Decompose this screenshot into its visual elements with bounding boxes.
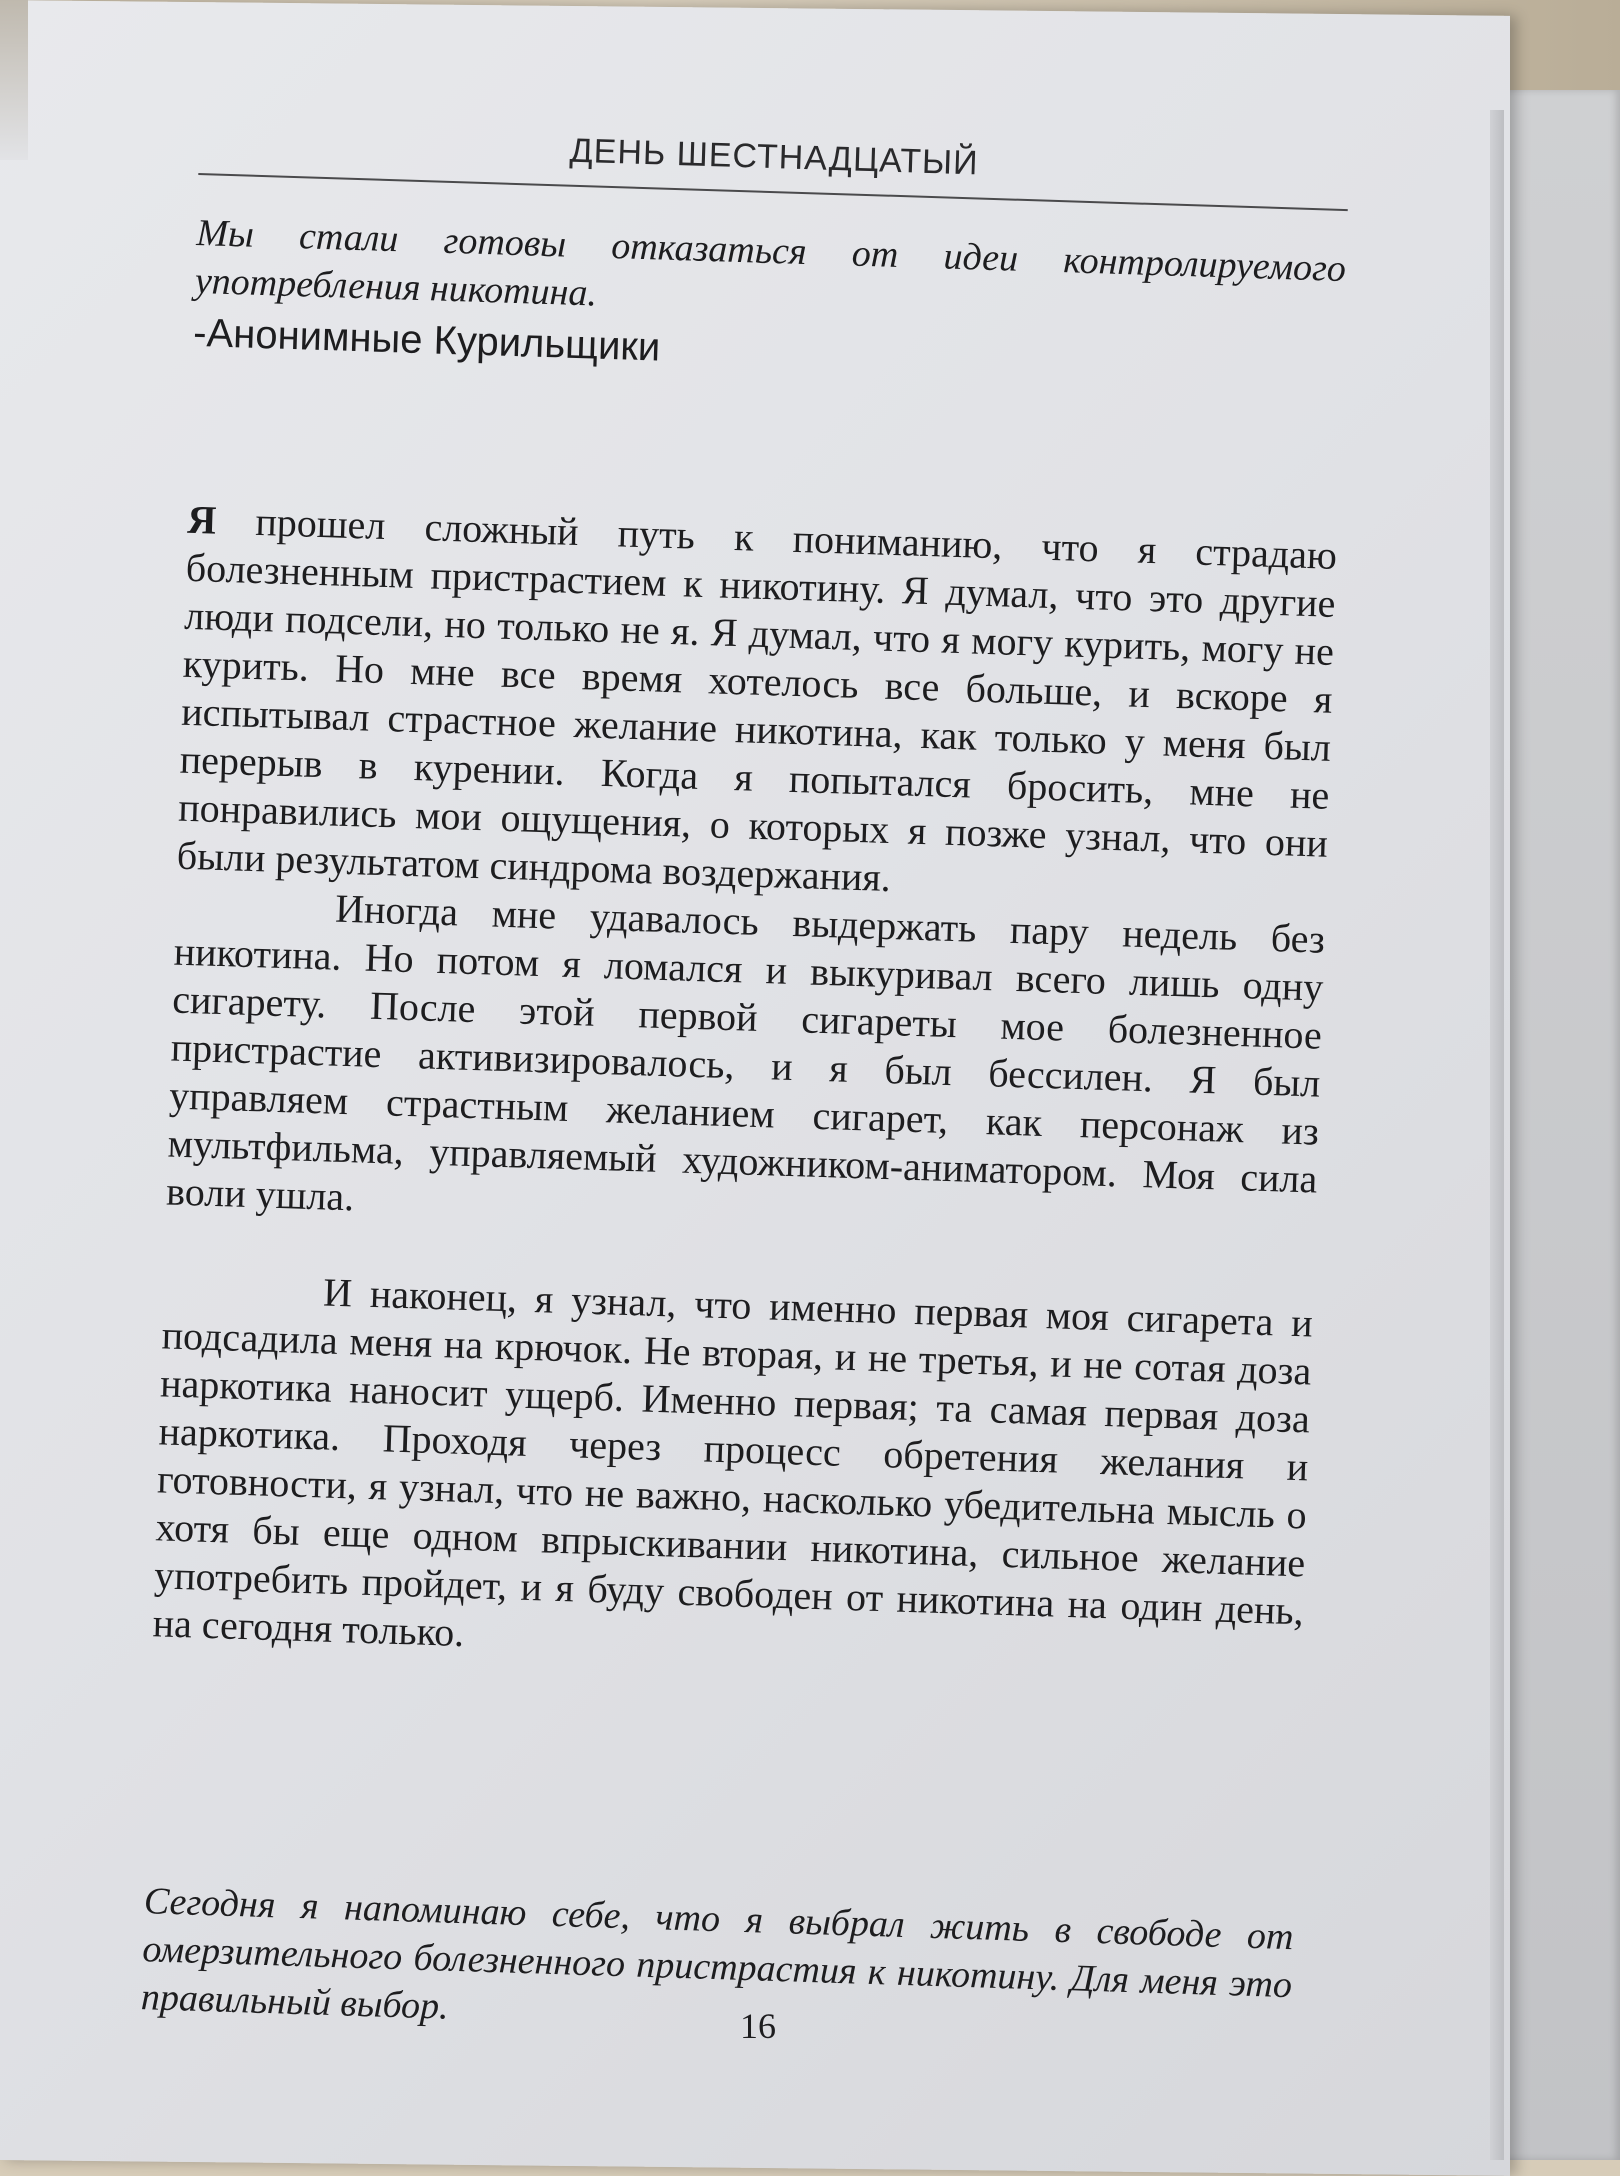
page-number: 16	[740, 2006, 776, 2046]
previous-page-corner	[0, 0, 28, 160]
daily-meditation: Сегодня я напоминаю себе, что я выбрал жить в свободе от омерзительного болезненного пристрастия к никотину. Для меня это правильный выбор.	[140, 1880, 1295, 2028]
dropcap-letter: Я	[186, 496, 218, 543]
epigraph-quote: Мы стали готовы отказаться от идеи контролируемого употребления никотина.	[194, 211, 1347, 315]
epigraph-attribution: -Анонимные Курильщики	[192, 310, 661, 370]
paragraph-1-text: прошел сложный путь к пониманию, что я страдаю болезненным пристрастием к никотину. Я думал, что это другие люди подсели, но только не я. Я думал, что я могу курить, могу не курить. Но мне все время хотелось все больше, и вскоре я испытывал страстное желание никотина, как только у меня был перерыв в курении. Когда я попытался бросить, мне не понравились мои ощущения, о которых я позже узнал, что они были результатом синдрома воздержания.	[176, 497, 1338, 901]
paragraph-2: Иногда мне удавалось выдержать пару недель без никотина. Но потом я ломался и выкуривал всего лишь одну сигарету. После этой первой сигареты мое болезненное пристрастие активизировалось, и я был бессилен. Я был управляем страстным желанием сигарет, как персонаж из мультфильма, управляемый художником-аниматором. Моя сила воли ушла.	[165, 885, 1326, 1220]
body-text	[152, 496, 1338, 1684]
page-edge-shadow	[1490, 110, 1504, 2160]
page-content	[139, 120, 1349, 2095]
paragraph-3: И наконец, я узнал, что именно первая моя сигарета и подсадила меня на крючок. Не вторая, и не третья, и не сотая доза наркотика наносит ущерб. Именно первая; та самая первая доза наркотика. Проходя через процесс обретения желания и готовности, я узнал, что не важно, насколько убедительна мысль о хотя бы еще одном впрыскивании никотина, сильное желание употребить пройдет, и я буду свободен от никотина на один день, на сегодня только.	[152, 1269, 1314, 1656]
paragraph-1	[176, 496, 1337, 916]
running-title: ДЕНЬ ШЕСТНАДЦАТЫЙ	[569, 131, 980, 183]
